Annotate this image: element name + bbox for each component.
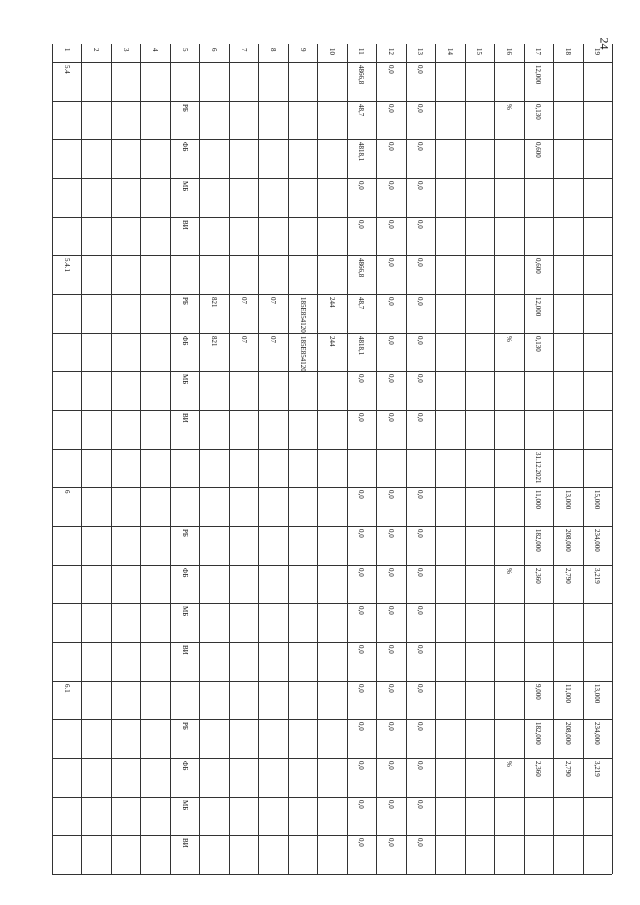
table-cell: 0,0 <box>357 722 366 732</box>
table-column-rule <box>288 44 289 874</box>
table-cell: 0,0 <box>357 683 366 693</box>
table-cell: 0,0 <box>386 297 395 306</box>
table-cell: ВИ <box>180 645 189 655</box>
column-number: 18 <box>563 48 572 55</box>
table-cell: 821 <box>210 297 219 308</box>
table-cell: 5.4 <box>62 65 71 74</box>
table-row-rule <box>52 294 612 295</box>
table-cell: 0,600 <box>534 258 543 275</box>
column-number: 1 <box>62 48 71 52</box>
table-column-rule <box>199 44 200 874</box>
column-number: 2 <box>92 48 101 52</box>
column-number: 3 <box>121 48 130 52</box>
table-cell: 182,000 <box>534 529 543 552</box>
table-row-rule <box>52 178 612 179</box>
table-cell: 244 <box>328 335 336 347</box>
table-cell: 0,0 <box>386 761 395 770</box>
table-cell: 0,0 <box>416 606 425 616</box>
budget-table <box>52 44 612 874</box>
table-cell: МБ <box>180 374 189 385</box>
table-cell: 2,790 <box>563 761 572 777</box>
table-cell: ФБ <box>180 335 189 346</box>
table-row-rule <box>52 526 612 527</box>
table-cell: 0,0 <box>357 799 366 809</box>
table-cell: 0,0 <box>357 374 366 384</box>
table-cell: 0,0 <box>386 413 395 422</box>
column-number: 10 <box>328 48 336 55</box>
table-cell: 07 <box>239 335 248 343</box>
table-cell: 15,000 <box>593 490 602 510</box>
table-cell: 0,0 <box>386 799 395 809</box>
table-row-rule <box>52 797 612 798</box>
table-column-rule <box>435 44 436 874</box>
table-cell: 0,0 <box>357 181 366 190</box>
column-number: 13 <box>416 48 425 55</box>
table-row-rule <box>52 139 612 140</box>
table-cell: 11,000 <box>563 683 572 703</box>
table-cell: 0,0 <box>386 645 395 654</box>
table-cell: 12,000 <box>534 297 543 317</box>
column-number: 16 <box>504 48 513 55</box>
table-cell: МБ <box>180 181 189 192</box>
column-number: 17 <box>534 48 543 55</box>
table-cell: 07 <box>269 297 278 304</box>
table-row-rule <box>52 62 612 63</box>
table-cell: 2,360 <box>534 761 543 777</box>
table-column-rule <box>170 44 171 874</box>
table-cell: 0,0 <box>416 490 425 500</box>
table-cell: 2,790 <box>563 567 572 584</box>
table-cell: 3,219 <box>593 567 602 584</box>
table-cell: 0,0 <box>386 838 395 848</box>
table-cell: 3,219 <box>593 761 602 777</box>
table-column-rule <box>258 44 259 874</box>
table-cell: ВИ <box>180 838 189 849</box>
table-cell: 48,7 <box>357 297 366 310</box>
table-cell: 07 <box>239 297 248 304</box>
table-cell: 0,0 <box>416 838 425 848</box>
table-column-rule <box>140 44 141 874</box>
column-number: 19 <box>593 48 602 55</box>
table-cell: 0,0 <box>416 103 425 113</box>
table-cell: 4818,1 <box>357 142 366 162</box>
table-cell: ФБ <box>180 567 189 578</box>
table-cell: ВИ <box>180 413 189 423</box>
table-cell: % <box>504 103 513 110</box>
table-cell: 0,0 <box>357 219 366 229</box>
table-cell: 234,000 <box>593 722 602 746</box>
table-column-rule <box>612 44 613 874</box>
table-cell: 0,0 <box>386 683 395 693</box>
table-cell: 9,000 <box>534 683 543 700</box>
table-cell: 0,0 <box>386 335 395 345</box>
table-column-rule <box>553 44 554 874</box>
table-cell: 13,000 <box>563 490 572 510</box>
table-cell: 0,0 <box>357 645 366 654</box>
table-column-rule <box>229 44 230 874</box>
table-cell: 0,0 <box>386 142 395 152</box>
table-row-rule <box>52 565 612 566</box>
table-column-rule <box>494 44 495 874</box>
table-row-rule <box>52 758 612 759</box>
table-row-rule <box>52 255 612 256</box>
table-cell: 0,0 <box>357 761 366 770</box>
table-cell: 0,0 <box>357 490 366 500</box>
table-column-rule <box>317 44 318 874</box>
table-row-rule <box>52 642 612 643</box>
table-cell: 0,0 <box>416 297 425 306</box>
table-cell: 2,360 <box>534 567 543 584</box>
table-row-rule <box>52 371 612 372</box>
table-cell: 07 <box>269 335 278 343</box>
table-cell: 0,0 <box>416 567 425 577</box>
table-row-rule <box>52 333 612 334</box>
table-cell: 0,130 <box>534 103 543 120</box>
table-cell: 0,0 <box>416 258 425 268</box>
table-cell: ВИ <box>180 219 189 230</box>
table-cell: 0,0 <box>357 838 366 848</box>
table-column-rule <box>465 44 466 874</box>
table-cell: МБ <box>180 606 189 617</box>
table-cell: 0,0 <box>357 567 366 577</box>
table-column-rule <box>376 44 377 874</box>
table-column-rule <box>52 44 53 874</box>
table-cell: 5.4.1 <box>62 258 71 273</box>
column-number: 8 <box>269 48 278 52</box>
column-number: 12 <box>386 48 395 55</box>
table-row-rule <box>52 874 612 875</box>
table-row-rule <box>52 719 612 720</box>
table-cell: 0,0 <box>416 219 425 229</box>
table-row-rule <box>52 681 612 682</box>
column-number: 5 <box>180 48 189 52</box>
column-number: 7 <box>239 48 248 52</box>
table-cell: 4866,8 <box>357 65 366 85</box>
table-cell: 0,0 <box>416 799 425 809</box>
table-cell: 0,0 <box>357 529 366 538</box>
table-cell: 0,0 <box>357 606 366 616</box>
table-cell: 0,0 <box>386 529 395 538</box>
table-cell: 0,0 <box>386 374 395 384</box>
table-cell: 0,0 <box>416 335 425 345</box>
table-cell: 182,000 <box>534 722 543 746</box>
table-cell: ФБ <box>180 142 189 152</box>
table-cell: РБ <box>180 297 189 305</box>
table-cell: % <box>504 335 513 342</box>
column-number: 14 <box>445 48 454 55</box>
table-cell: 12,000 <box>534 65 543 85</box>
column-number: 9 <box>298 48 307 52</box>
table-cell: 0,0 <box>357 413 366 422</box>
table-column-rule <box>81 44 82 874</box>
table-cell: 0,0 <box>386 65 395 74</box>
table-cell: 48,7 <box>357 103 366 116</box>
table-column-rule <box>524 44 525 874</box>
table-row-rule <box>52 217 612 218</box>
page-number: 24 <box>597 37 612 50</box>
table-row-rule <box>52 449 612 450</box>
table-cell: 234,000 <box>593 529 602 552</box>
table-cell: РБ <box>180 722 189 731</box>
table-row-rule <box>52 835 612 836</box>
table-cell: 0,0 <box>416 645 425 654</box>
table-cell: 6 <box>62 490 71 494</box>
table-cell: 821 <box>210 335 219 347</box>
table-cell: 11,000 <box>534 490 543 510</box>
table-column-rule <box>583 44 584 874</box>
table-row-rule <box>52 603 612 604</box>
table-column-rule <box>111 44 112 874</box>
table-cell: 6.1 <box>62 683 71 693</box>
table-cell: 0,0 <box>386 258 395 268</box>
table-column-rule <box>347 44 348 874</box>
table-cell: 0,600 <box>534 142 543 159</box>
table-cell: 0,0 <box>416 142 425 152</box>
table-cell: 31.12.2021 <box>534 451 543 484</box>
table-cell: 0,0 <box>416 761 425 770</box>
table-cell: 185Е854120 <box>298 297 307 333</box>
table-cell: 0,0 <box>386 490 395 500</box>
table-column-rule <box>406 44 407 874</box>
column-number: 4 <box>151 48 160 52</box>
table-cell: 0,0 <box>416 374 425 384</box>
table-cell: 208,000 <box>563 722 572 746</box>
table-cell: % <box>504 761 513 767</box>
table-cell: 0,0 <box>416 683 425 693</box>
table-cell: 4866,8 <box>357 258 366 278</box>
table-cell: РБ <box>180 103 189 112</box>
table-cell: 244 <box>328 297 336 308</box>
table-cell: 185Е854120 <box>298 335 307 372</box>
table-cell: 13,000 <box>593 683 602 703</box>
table-cell: 0,0 <box>416 529 425 538</box>
table-cell: 0,0 <box>416 65 425 74</box>
table-cell: 0,0 <box>386 219 395 229</box>
table-cell: РБ <box>180 529 189 537</box>
table-cell: 0,0 <box>386 567 395 577</box>
table-cell: 0,0 <box>386 103 395 113</box>
table-row-rule <box>52 101 612 102</box>
table-cell: 208,000 <box>563 529 572 552</box>
table-cell: 0,0 <box>386 606 395 616</box>
column-number: 6 <box>210 48 219 52</box>
table-cell: ФБ <box>180 761 189 771</box>
table-row-rule <box>52 487 612 488</box>
table-cell: 0,0 <box>416 181 425 190</box>
table-cell: 4818,1 <box>357 335 366 355</box>
column-number: 11 <box>357 48 366 55</box>
table-cell: МБ <box>180 799 189 810</box>
table-cell: 0,0 <box>386 722 395 732</box>
column-number: 15 <box>475 48 484 55</box>
table-cell: % <box>504 567 513 574</box>
table-cell: 0,0 <box>416 722 425 732</box>
table-cell: 0,130 <box>534 335 543 352</box>
table-cell: 0,0 <box>416 413 425 422</box>
table-row-rule <box>52 410 612 411</box>
table-cell: 0,0 <box>386 181 395 190</box>
